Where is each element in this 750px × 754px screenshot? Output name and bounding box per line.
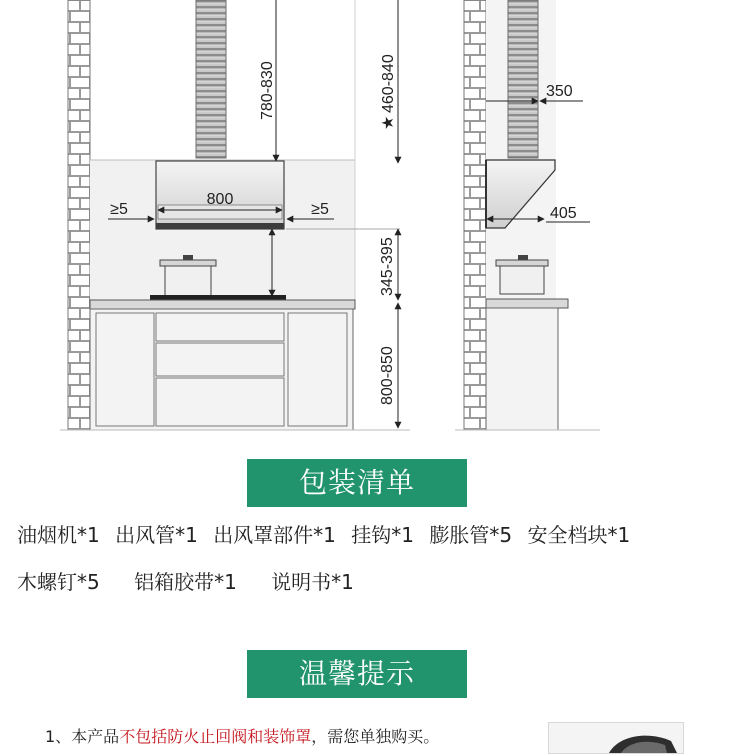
dim-side-duct-offset: 350 bbox=[546, 83, 573, 100]
tip-1 bbox=[45, 724, 439, 747]
packing-item: 膨胀管*5 bbox=[429, 523, 513, 547]
dim-gap-left: ≥5 bbox=[110, 201, 128, 218]
packing-item: 油烟机*1 bbox=[17, 523, 100, 547]
tip-1-prefix: 1、本产品 bbox=[45, 727, 120, 746]
packing-item: 木螺钉*5 bbox=[17, 570, 100, 594]
tips-title: 温馨提示 bbox=[247, 650, 467, 698]
tip-1-suffix: ，需您单独购买。 bbox=[311, 727, 440, 746]
packing-list-row-1 bbox=[17, 519, 639, 548]
packing-item: 安全档块*1 bbox=[527, 523, 631, 547]
dim-counter-height: 800-850 bbox=[379, 346, 396, 405]
packing-item: 说明书*1 bbox=[271, 570, 354, 594]
packing-item: 出风罩部件*1 bbox=[213, 523, 336, 547]
packing-list-title: 包装清单 bbox=[247, 459, 467, 507]
packing-item: 挂钩*1 bbox=[351, 523, 415, 547]
dim-side-hood-depth: 405 bbox=[550, 205, 577, 222]
dim-hood-width: 800 bbox=[206, 191, 234, 208]
dim-hood-to-stove: 345-395 bbox=[379, 237, 396, 296]
packing-item: 铝箱胶带*1 bbox=[134, 570, 237, 594]
side-flexible-duct bbox=[508, 0, 538, 158]
flexible-duct bbox=[196, 0, 226, 158]
front-view bbox=[60, 0, 410, 430]
side-view bbox=[455, 0, 600, 430]
pot bbox=[165, 264, 211, 296]
dim-duct-height: 780-830 bbox=[259, 61, 276, 120]
tip-1-highlight: 不包括防火止回阀和装饰罩 bbox=[119, 727, 312, 746]
packing-list-row-2 bbox=[17, 566, 382, 595]
cabinet bbox=[90, 309, 353, 430]
dim-top-range-star: ★ bbox=[380, 115, 397, 130]
product-photo bbox=[548, 722, 684, 754]
dim-top-range: 460-840 bbox=[380, 54, 397, 113]
brick-wall bbox=[68, 0, 90, 430]
side-brick-wall bbox=[464, 0, 486, 430]
product-photo-graphic bbox=[549, 723, 683, 753]
countertop bbox=[90, 300, 355, 309]
packing-item: 出风管*1 bbox=[115, 523, 198, 547]
dim-gap-right: ≥5 bbox=[311, 201, 329, 218]
